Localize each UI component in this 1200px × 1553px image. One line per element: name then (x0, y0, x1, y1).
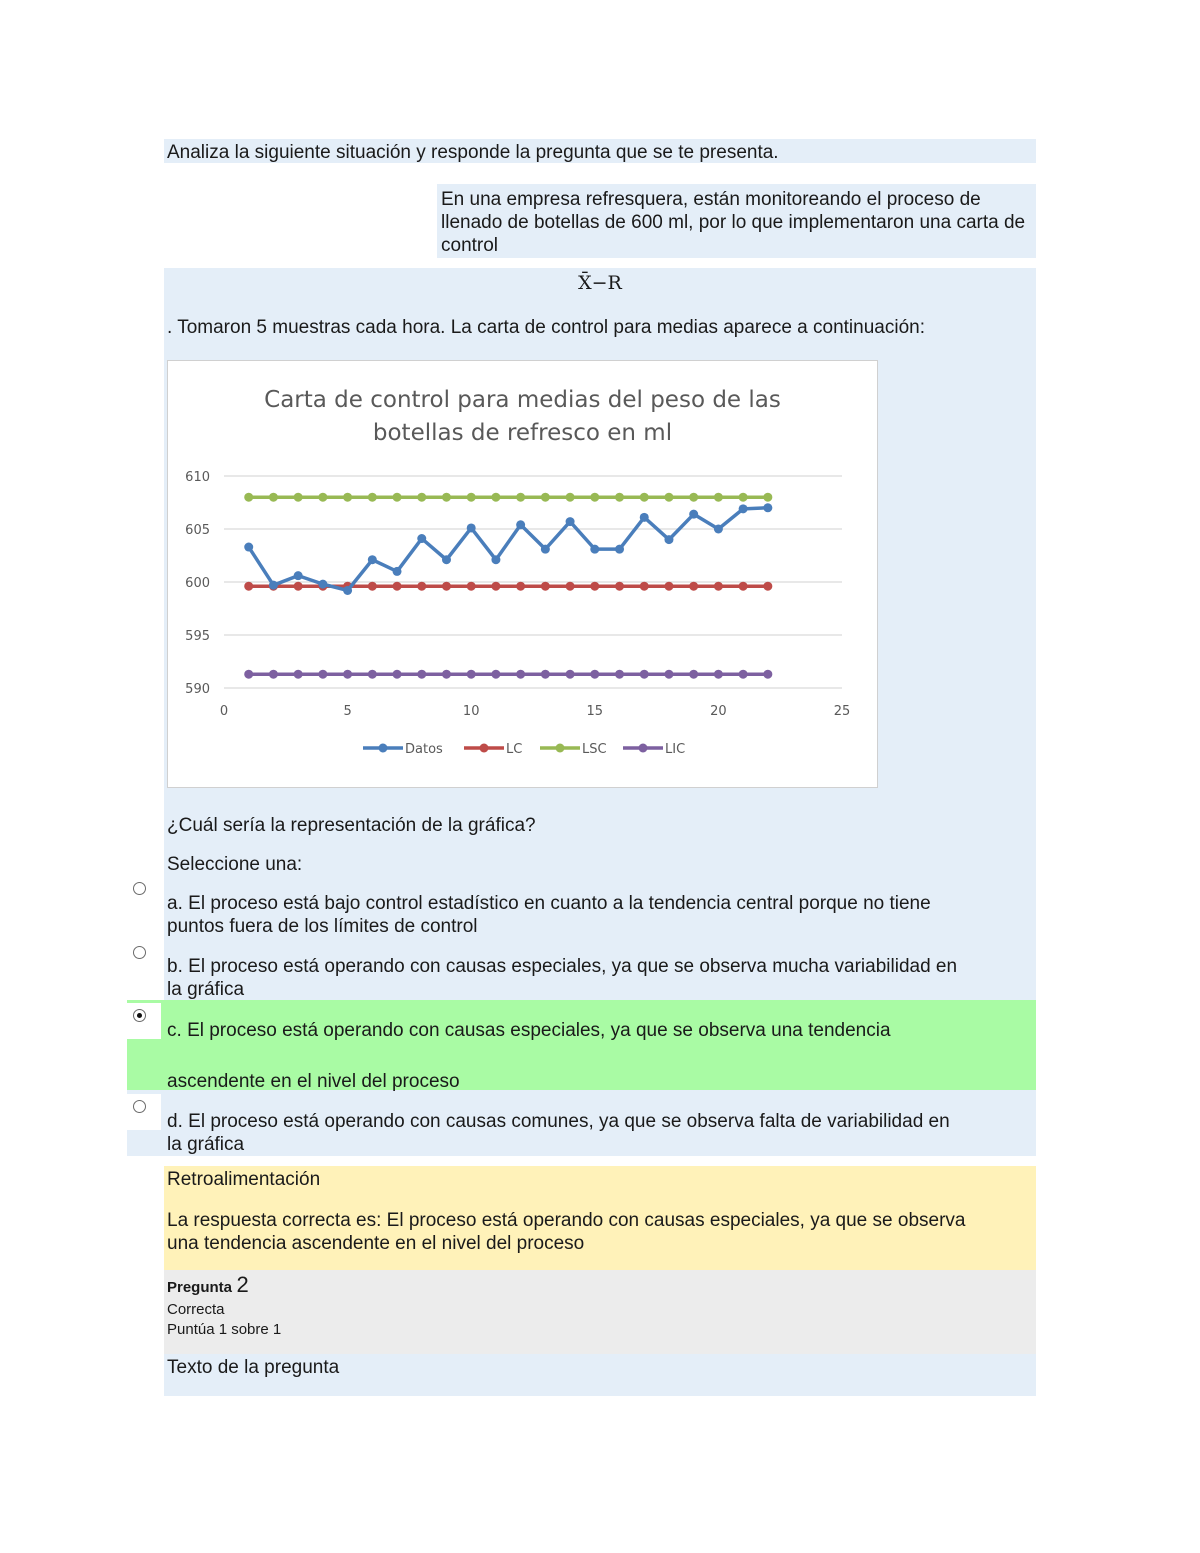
option-d-label[interactable] (167, 1110, 1027, 1156)
y-tick-label: 590 (185, 682, 210, 697)
data-point-lic (318, 670, 327, 679)
data-point-lic (566, 670, 575, 679)
option-a-letter: a. (167, 893, 183, 914)
data-point-lic (615, 670, 624, 679)
data-point-datos (491, 555, 500, 564)
question-info-panel (164, 1270, 1036, 1354)
question-score: Puntúa 1 sobre 1 (167, 1321, 282, 1338)
data-point-lsc (541, 493, 550, 502)
option-c-text-line1: El proceso está operando con causas especiales, ya que se observa una tendencia (187, 1020, 891, 1041)
question-number: 2 (236, 1272, 249, 1297)
data-point-datos (640, 513, 649, 522)
data-point-lic (269, 670, 278, 679)
x-tick-label: 0 (219, 704, 229, 719)
option-a-radio[interactable] (127, 876, 161, 912)
legend-item-lsc (540, 742, 607, 757)
x-tick-label: 10 (462, 704, 480, 719)
data-point-lc (491, 582, 500, 591)
data-point-datos (664, 535, 673, 544)
option-a-text-line1: El proceso está bajo control estadístico en cuanto a la tendencia central porque no tiene (188, 893, 931, 914)
option-c-text-line2[interactable]: ascendente en el nivel del proceso (167, 1071, 460, 1092)
data-point-lc (393, 582, 402, 591)
feedback-line2: una tendencia ascendente en el nivel del proceso (167, 1233, 585, 1254)
data-point-datos (739, 504, 748, 513)
data-point-lic (244, 670, 253, 679)
x-tick-label: 20 (710, 704, 727, 719)
data-point-lc (664, 582, 673, 591)
series-datos (244, 503, 772, 595)
data-point-lc (739, 582, 748, 591)
question-text-label: Texto de la pregunta (167, 1357, 340, 1378)
data-point-lsc (640, 493, 649, 502)
x-tick-label: 25 (833, 704, 851, 719)
option-c-radio[interactable] (127, 1003, 161, 1039)
data-point-lic (393, 670, 402, 679)
data-point-lic (417, 670, 426, 679)
data-point-lic (442, 670, 451, 679)
option-d-text-line2: la gráfica (167, 1134, 245, 1155)
question-number-heading (167, 1272, 249, 1298)
x-tick-label: 15 (586, 704, 604, 719)
data-point-datos (467, 523, 476, 532)
x-tick-label: 5 (343, 704, 352, 719)
data-point-lic (541, 670, 550, 679)
data-point-datos (318, 580, 327, 589)
option-c-label-line1[interactable] (167, 1019, 1027, 1042)
data-point-datos (615, 545, 624, 554)
data-point-lc (417, 582, 426, 591)
y-tick-label: 600 (185, 576, 210, 591)
data-point-lsc (714, 493, 723, 502)
data-point-lsc (368, 493, 377, 502)
option-d-text-line1: El proceso está operando con causas comunes, ya que se observa falta de variabilidad en (188, 1111, 950, 1132)
data-point-lic (516, 670, 525, 679)
data-point-lsc (417, 493, 426, 502)
control-chart (167, 360, 878, 788)
y-tick-label: 605 (185, 523, 210, 538)
samples-text: . Tomaron 5 muestras cada hora. La carta de control para medias aparece a continuación: (167, 317, 925, 338)
question-status: Correcta (167, 1301, 225, 1318)
select-prompt: Seleccione una: (167, 854, 303, 875)
data-point-datos (244, 543, 253, 552)
data-point-datos (689, 510, 698, 519)
data-point-lsc (590, 493, 599, 502)
data-point-datos (294, 571, 303, 580)
series-line-datos (249, 508, 768, 591)
data-point-lsc (664, 493, 673, 502)
legend-label: Datos (405, 742, 443, 757)
legend-label: LSC (582, 742, 607, 757)
data-point-datos (516, 520, 525, 529)
data-point-lic (294, 670, 303, 679)
feedback-heading: Retroalimentación (167, 1169, 321, 1190)
chart-title-line1: Carta de control para medias del peso de las (264, 387, 781, 413)
legend-marker (480, 744, 489, 753)
y-tick-label: 610 (185, 470, 210, 485)
option-d-radio[interactable] (127, 1094, 161, 1130)
question-label: Pregunta (167, 1279, 233, 1296)
formula: X̄−R (578, 272, 622, 294)
feedback-text (167, 1209, 1035, 1255)
data-point-lc (467, 582, 476, 591)
data-point-lsc (491, 493, 500, 502)
data-point-lsc (343, 493, 352, 502)
data-point-lc (615, 582, 624, 591)
question-text: ¿Cuál sería la representación de la gráfica? (167, 815, 536, 836)
data-point-datos (714, 525, 723, 534)
option-a-text-line2: puntos fuera de los límites de control (167, 916, 478, 937)
data-point-lic (714, 670, 723, 679)
legend-item-lic (623, 742, 685, 757)
data-point-lsc (393, 493, 402, 502)
data-point-datos (541, 545, 550, 554)
data-point-lc (294, 582, 303, 591)
data-point-datos (590, 545, 599, 554)
feedback-line1: La respuesta correcta es: El proceso está operando con causas especiales, ya que se observa (167, 1210, 966, 1231)
data-point-lc (244, 582, 253, 591)
radio-circle-icon (133, 882, 146, 895)
data-point-datos (393, 567, 402, 576)
data-point-lic (664, 670, 673, 679)
data-point-lic (491, 670, 500, 679)
legend-marker (379, 744, 388, 753)
option-b-text-line2: la gráfica (167, 979, 245, 1000)
radio-selected-icon (133, 1009, 146, 1022)
y-tick-label: 595 (185, 629, 210, 644)
data-point-lc (566, 582, 575, 591)
data-point-lic (590, 670, 599, 679)
legend-marker (639, 744, 648, 753)
data-point-lc (590, 582, 599, 591)
data-point-lc (368, 582, 377, 591)
data-point-lc (640, 582, 649, 591)
scenario-text: En una empresa refresquera, están monitoreando el proceso de llenado de botellas de 600 ml, por lo que implementaron una carta de control (441, 189, 1026, 256)
legend-label: LIC (665, 742, 686, 757)
radio-circle-icon (133, 1100, 146, 1113)
radio-circle-icon (133, 946, 146, 959)
option-b-letter: b. (167, 956, 183, 977)
data-point-lic (739, 670, 748, 679)
data-point-lic (368, 670, 377, 679)
data-point-lc (689, 582, 698, 591)
data-point-datos (417, 534, 426, 543)
data-point-lsc (763, 493, 772, 502)
legend-label: LC (506, 742, 523, 757)
option-b-label[interactable] (167, 955, 1027, 1001)
data-point-datos (442, 555, 451, 564)
intro-text: Analiza la siguiente situación y responde la pregunta que se te presenta. (167, 142, 779, 163)
data-point-lsc (689, 493, 698, 502)
data-point-lc (516, 582, 525, 591)
data-point-lc (442, 582, 451, 591)
series-lic (244, 670, 772, 679)
radio-dot-icon (137, 1013, 142, 1018)
data-point-datos (566, 517, 575, 526)
chart-title-line2: botellas de refresco en ml (372, 420, 673, 446)
data-point-lsc (442, 493, 451, 502)
option-c-letter: c. (167, 1020, 182, 1041)
data-point-lic (343, 670, 352, 679)
data-point-lic (763, 670, 772, 679)
data-point-datos (368, 555, 377, 564)
data-point-datos (269, 581, 278, 590)
data-point-lsc (244, 493, 253, 502)
data-point-lsc (467, 493, 476, 502)
data-point-lic (640, 670, 649, 679)
data-point-lc (763, 582, 772, 591)
data-point-lsc (294, 493, 303, 502)
series-lsc (244, 493, 772, 502)
data-point-datos (343, 586, 352, 595)
legend-item-lc (464, 742, 522, 757)
data-point-lsc (318, 493, 327, 502)
data-point-lc (714, 582, 723, 591)
data-point-lsc (566, 493, 575, 502)
legend-item-datos (363, 742, 443, 757)
data-point-datos (763, 503, 772, 512)
option-b-radio[interactable] (127, 940, 161, 976)
option-b-text-line1: El proceso está operando con causas especiales, ya que se observa mucha variabilidad en (188, 956, 958, 977)
data-point-lsc (516, 493, 525, 502)
data-point-lsc (739, 493, 748, 502)
control-chart-svg (168, 361, 877, 787)
data-point-lsc (615, 493, 624, 502)
option-a-label[interactable] (167, 892, 1027, 938)
data-point-lc (541, 582, 550, 591)
legend-marker (556, 744, 565, 753)
option-d-letter: d. (167, 1111, 183, 1132)
data-point-lsc (269, 493, 278, 502)
data-point-lic (689, 670, 698, 679)
data-point-lic (467, 670, 476, 679)
